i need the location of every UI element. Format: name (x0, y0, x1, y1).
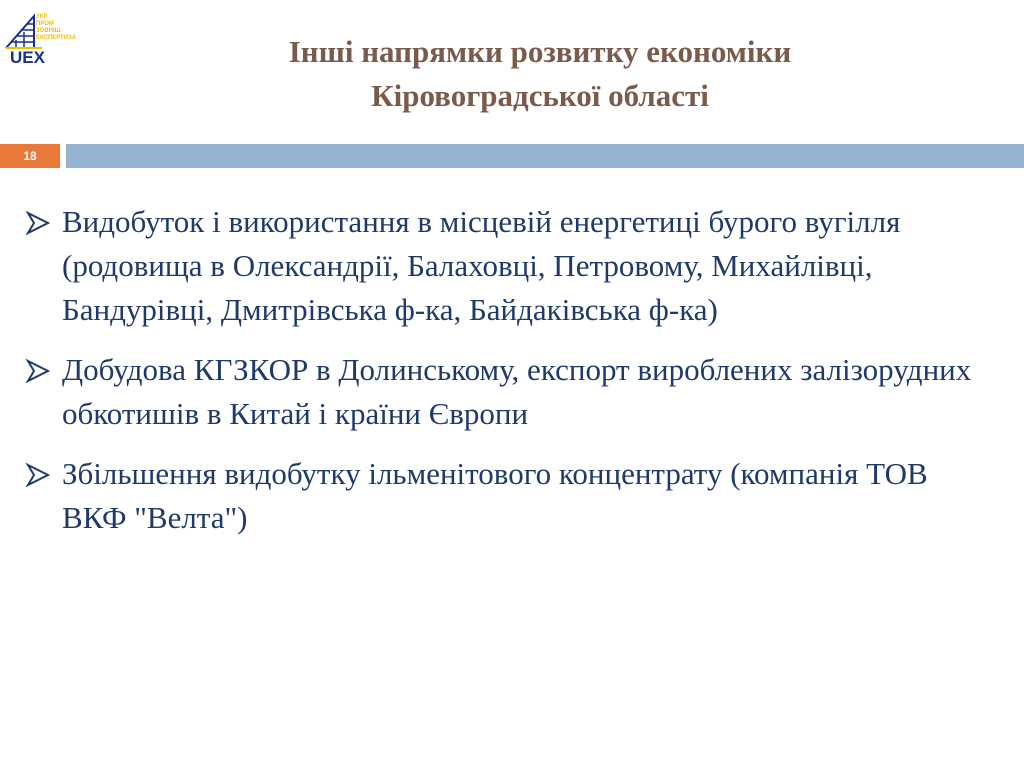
logo-tagline-3: ЗОВНІШ (36, 28, 61, 34)
bullet-list (24, 200, 984, 556)
logo-tagline-1: УКР (36, 14, 48, 20)
slide-number-badge: 18 (0, 144, 60, 168)
bullet-text: Збільшення видобутку ільменітового концентрату (компанія ТОВ ВКФ "Велта") (62, 456, 928, 535)
logo-text: UEX (10, 48, 45, 67)
logo-tagline-4: ЕКСПЕРТИЗА (36, 35, 77, 41)
slide-title (150, 30, 930, 118)
bullet-text: Добудова КГЗКОР в Долинському, експорт вироблених залізорудних обкотишів в Китай і країни Європи (62, 352, 972, 431)
logo-tagline-2: ПРОМ (36, 21, 54, 27)
arrow-bullet-icon (24, 359, 54, 383)
header-divider-band (66, 144, 1024, 168)
slide-title-line-1: Інші напрямки розвитку економіки (288, 34, 792, 69)
arrow-bullet-icon (24, 211, 54, 235)
logo-graphic (2, 2, 82, 68)
bullet-item (24, 452, 984, 540)
bullet-text: Видобуток і використання в місцевій енергетиці бурого вугілля (родовища в Олександрії, Балаховці, Петровому, Михайлівці, Бандурівці, Дмитрівська ф-ка, Байдаківська ф-ка) (62, 204, 901, 327)
arrow-bullet-icon (24, 463, 54, 487)
bullet-item (24, 348, 984, 436)
uex-logo (2, 2, 82, 68)
slide-title-line-2: Кіровоградської області (371, 78, 709, 113)
bullet-item (24, 200, 984, 332)
